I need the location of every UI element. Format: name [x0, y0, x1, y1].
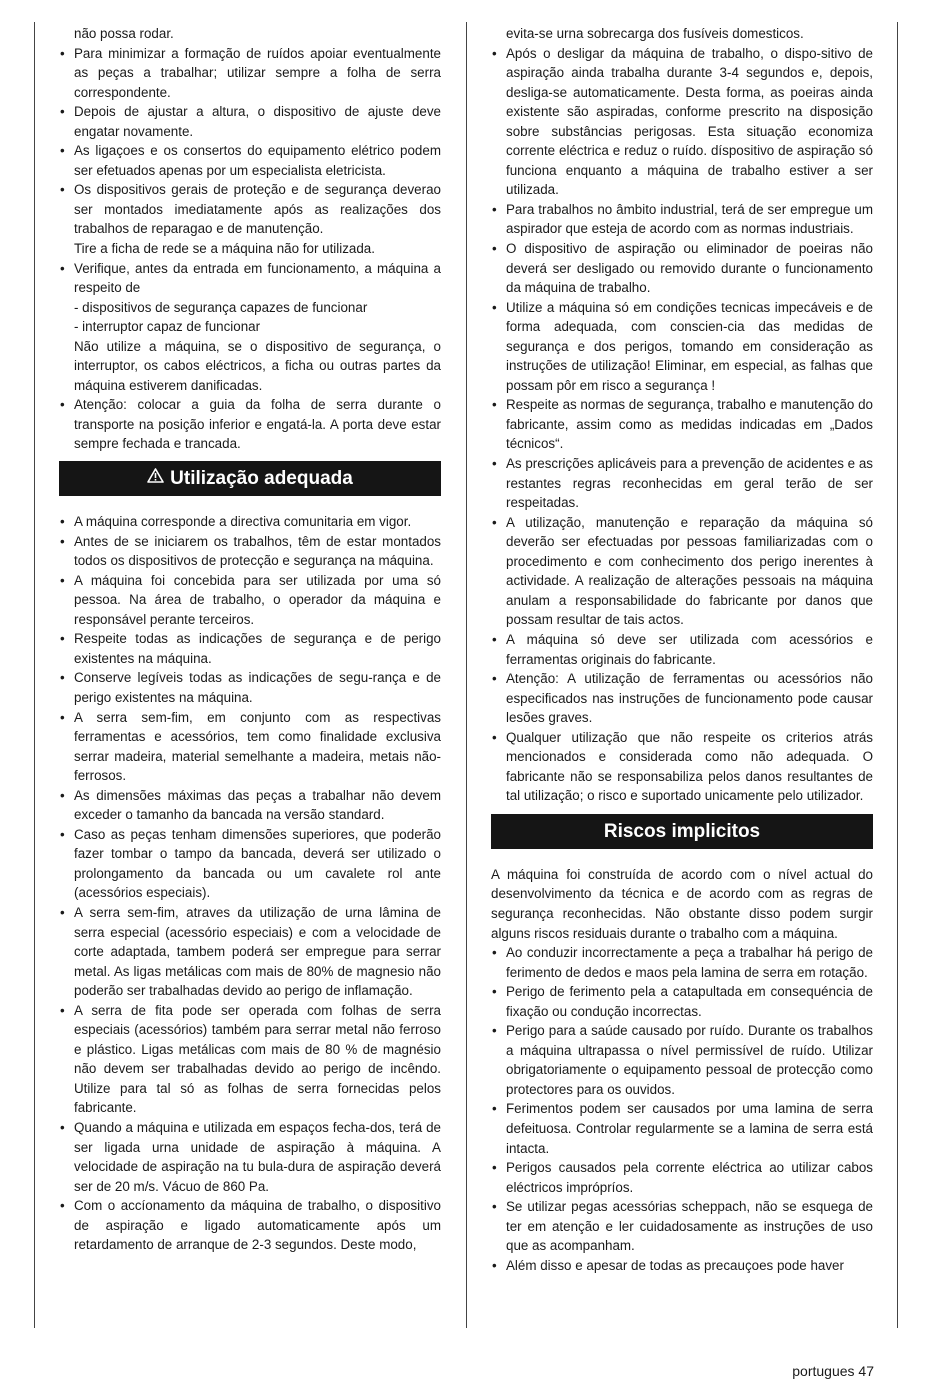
left-column	[59, 24, 441, 1255]
section-heading-utilizacao	[59, 461, 441, 496]
list-item	[491, 669, 873, 728]
list-item	[59, 259, 441, 298]
list-item	[491, 239, 873, 298]
list-item	[59, 24, 441, 44]
list-item-text: Atenção: colocar a guia da folha de serra durante o transporte na posição inferior e engatá-la. A porta deve estar sempre fechada e trancada.	[74, 397, 441, 452]
section-heading-text: Riscos implicitos	[603, 820, 761, 842]
list-item-text: Perigo para a saúde causado por ruído. Durante os trabalhos a máquina ultrapassa o nível permissível de ruído. Utilizar obrigatoriamente o equipamento pessoal de protecção como protectores para os ouvidos.	[506, 1023, 873, 1097]
list-item-text: Se utilizar pegas acessórias scheppach, não se esquega de ter em atenção e ler cuidadosamente as instruções de uso que as acompanham.	[506, 1199, 873, 1254]
list-item	[59, 512, 441, 532]
list-item	[491, 24, 873, 44]
list-item-text: Qualquer utilização que não respeite os criterios atrás mencionados e considerada como não adequada. O fabricante não se responsabiliza pelos danos resultantes de tal utilização; o risco e suportado unicamente pelo utilizador.	[506, 729, 873, 804]
list-item-text: A serra de fita pode ser operada com folhas de serra especiais (acessórios) também para serrar metal não ferroso e plástico. Ligas metálicas com mais de 80 % de magnésio não devem ser trabalhadas devido ao perigo de incêndo. Utilize para tal só as folhas de serra fornecidas pelos fabricante.	[74, 1002, 441, 1116]
list-item-text: Atenção: A utilização de ferramentas ou acessórios não especificados nas instruções de funcionamento pode causar lesões graves.	[506, 671, 873, 726]
list-item-text: Respeite as normas de segurança, trabalho e manutenção do fabricante, assim como as medidas indicadas em „Dados técnicos“.	[506, 397, 873, 452]
list-item-text: Ao conduzir incorrectamente a peça a trabalhar há perigo de ferimento de dedos e maos pela lamina de serra em rotação.	[506, 945, 873, 980]
page-number: portugues 47	[792, 1363, 874, 1379]
list-item	[491, 943, 873, 982]
list-item	[491, 298, 873, 396]
list-item	[59, 141, 441, 180]
list-item-text: Verifique, antes da entrada em funcionamento, a máquina a respeito de	[74, 260, 441, 296]
list-item-text: Quando a máquina e utilizada em espaços fecha-dos, terá de ser ligada urna unidade de aspiração à máquina. A velocidade de aspiração na tu bula-dura de aspiração deverá ser de 20 m/s. Vácuo de 860 Pa.	[74, 1119, 441, 1194]
list-item	[59, 180, 441, 239]
list-item-text: Perigos causados pela corrente eléctrica ao utilizar cabos eléctricos imprópríos.	[506, 1160, 873, 1195]
section-heading-text: Utilização adequada	[170, 468, 353, 490]
list-item	[59, 1196, 441, 1255]
list-item-text: Para trabalhos no âmbito industrial, terá de ser empregue um aspirador que esteja de acordo com as normas industriais.	[506, 201, 873, 237]
list-item-text: Não utilize a máquina, se o dispositivo de segurança, o interruptor, os cabos eléctricos, a ficha ou outras partes da máquina estiverem danificadas.	[74, 338, 441, 393]
list-item	[491, 1021, 873, 1099]
right-column	[491, 24, 873, 1275]
list-item-text: A serra sem-fim, atraves da utilização de urna lâmina de serra especial (acessório especiais) e com a velocidade de corte adaptada, tambem poderá ser empregue para serrar metal. As ligas metálicas com mais de 80% de magnesio não poderão ser trabalhadas devido ao perigo de inflamação.	[74, 904, 441, 999]
list-item-text: O dispositivo de aspiração ou eliminador de poeiras não deverá ser desligado ou removido durante o funcionamento da máquina de trabalho.	[506, 241, 873, 296]
list-item	[491, 200, 873, 239]
list-item-text: Após o desligar da máquina de trabalho, o dispo-sitivo de aspiração ainda trabalha durante 3-4 segundos e, depois, desliga-se automaticamente. Desta forma, as poeiras ainda existente são aspiradas, conforme prescrito na disposição sobre substâncias perigosas. Esta situação economiza corrente eléctrica e reduz o ruído. díspositivo de aspiração só funciona enquanto a máquina de trabalho estiver a ser utilizada.	[506, 45, 873, 198]
list-item	[59, 298, 441, 318]
list-item	[491, 454, 873, 513]
list-item-text: A serra sem-fim, em conjunto com as respectivas ferramentas e acessórios, tem como finalidade exclusiva serrar madeira, material semelhante a madeira, metais não-ferrosos.	[74, 709, 441, 784]
risks-intro-paragraph: A máquina foi construída de acordo com o nível actual do desenvolvimento da técnica e de acordo com as regras de segurança reconhecidas. Não obstante disso podem surgir alguns riscos residuais durante o trabalho com a máquina.	[491, 866, 873, 941]
list-item-text: Antes de se iniciarem os trabalhos, têm de estar montados todos os dispositivos de protecção e segurança na máquina.	[74, 533, 441, 569]
list-item	[59, 786, 441, 825]
list-item	[59, 571, 441, 630]
list-item	[59, 102, 441, 141]
warning-triangle-icon	[147, 460, 164, 495]
list-item	[59, 395, 441, 454]
list-item	[491, 1256, 873, 1276]
usage-list	[59, 512, 441, 1255]
list-item-text: Depois de ajustar a altura, o dispositivo de ajuste deve engatar novamente.	[74, 104, 441, 139]
list-item-text: Os dispositivos gerais de proteção e de segurança deverao ser montados imediatamente após as realizações dos trabalhos de reparagao e de manutenção.	[74, 182, 441, 237]
list-item-text: A utilização, manutenção e reparação da máquina só deverão ser efectuadas por pessoas familiarizadas com o procedimento e com conhecimento dos perigo inerentes à actividade. A realização de alterações pessoais na máquina anulam a responsabilidade do fabricante por danos que possam resultar de tais actos.	[506, 514, 873, 628]
list-item	[59, 825, 441, 903]
list-item	[491, 1099, 873, 1158]
list-item	[491, 513, 873, 630]
risks-list	[491, 943, 873, 1275]
list-item-text: Perigo de ferimento pela a catapultada em consequéncia de fixação ou condução incorrectas.	[506, 984, 873, 1019]
list-item-text: evita-se urna sobrecarga dos fusíveis domesticos.	[506, 26, 804, 41]
list-item-text: A máquina só deve ser utilizada com acessórios e ferramentas originais do fabricante.	[506, 631, 873, 667]
center-column-rule	[466, 22, 467, 1328]
list-item-text: Ferimentos podem ser causados por uma lamina de serra defeituosa. Controlar regularmente se a lamina de serra está intacta.	[506, 1101, 873, 1156]
list-item	[59, 629, 441, 668]
list-item-text: Conserve legíveis todas as indicações de segu-rança e de perigo existentes na máquina.	[74, 670, 441, 705]
list-item-text: Além disso e apesar de todas as precauçoes pode haver	[506, 1257, 844, 1273]
list-item	[59, 532, 441, 571]
list-item	[59, 317, 441, 337]
list-item-text: Respeite todas as indicações de segurança e de perigo existentes na máquina.	[74, 631, 441, 666]
list-item-text: Caso as peças tenham dimensões superiores, que poderão fazer tombar o tampo da bancada, deverá ser utilizado o prolongamento da bancada ou um cavalete rol ante (acessórios especiais).	[74, 826, 441, 901]
list-item	[59, 337, 441, 396]
list-item	[59, 44, 441, 103]
right-column-rule	[897, 22, 898, 1328]
list-item	[59, 668, 441, 707]
left-column-rule	[34, 22, 35, 1328]
usage-list-continued	[491, 24, 873, 806]
list-item-text: Tire a ficha de rede se a máquina não for utilizada.	[74, 241, 375, 257]
list-item	[491, 982, 873, 1021]
list-item-text: As ligaçoes e os consertos do equipamento elétrico podem ser efetuados apenas por um especialista eletricista.	[74, 143, 441, 178]
list-item-text: Utilize a máquina só em condições tecnicas impecáveis e de forma adequada, com conscien-cia das medidas de segurança e dos perigos, tomando em consideração as instruções de utilização! Eliminar, em especial, as falhas que possam pôr em risco a segurança !	[506, 299, 873, 393]
list-item	[491, 630, 873, 669]
list-item	[59, 708, 441, 786]
list-item-text: A máquina corresponde a directiva comunitaria em vigor.	[74, 514, 412, 530]
list-item	[59, 1001, 441, 1118]
list-item	[491, 395, 873, 454]
list-item	[59, 903, 441, 1001]
list-item	[491, 728, 873, 806]
list-item-text: As prescrições aplicáveis para a prevenção de acidentes e as restantes regras reconhecidas em geral terão de ser respeitadas.	[506, 456, 873, 511]
list-item-text: não possa rodar.	[74, 26, 174, 41]
list-item-text: - dispositivos de segurança capazes de funcionar	[74, 299, 368, 315]
list-item	[491, 1158, 873, 1197]
list-item	[59, 239, 441, 259]
list-item	[491, 1197, 873, 1256]
list-item-text: - interruptor capaz de funcionar	[74, 319, 261, 335]
list-item-text: A máquina foi concebida para ser utilizada por uma só pessoa. Na área de trabalho, o operador da máquina e responsável perante terceiros.	[74, 572, 441, 627]
list-item-text: As dimensões máximas das peças a trabalhar não devem exceder o tamanho da bancada na versão standard.	[74, 787, 441, 823]
list-item	[491, 44, 873, 200]
section-heading-riscos	[491, 814, 873, 849]
list-item	[59, 1118, 441, 1196]
list-item-text: Para minimizar a formação de ruídos apoiar eventualmente as peças a trabalhar; utilizar sempre a folha de serra correspondente.	[74, 45, 441, 100]
list-item-text: Com o accíonamento da máquina de trabalho, o dispositivo de aspiração e ligado automaticamente após um retardamento de arranque de 2-3 segundos. Deste modo,	[74, 1198, 441, 1253]
left-intro-list	[59, 24, 441, 454]
